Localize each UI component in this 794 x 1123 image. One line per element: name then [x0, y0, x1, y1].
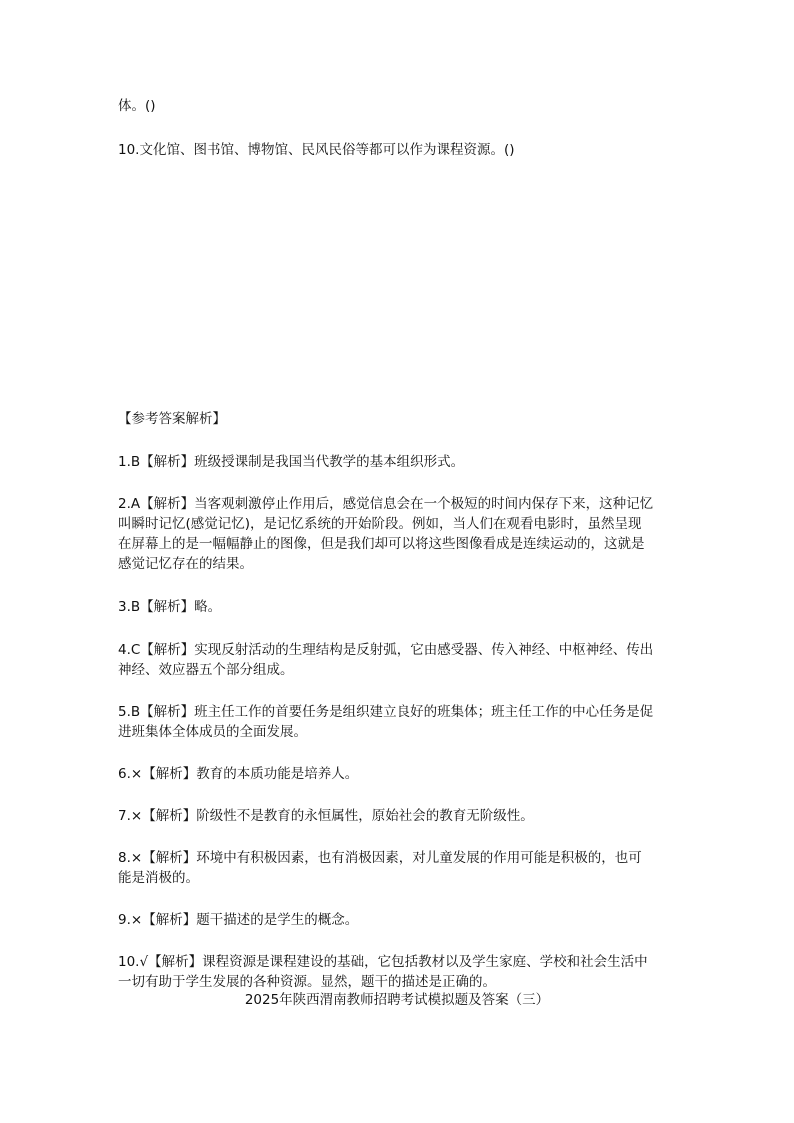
page-footer-title: 2025年陕西渭南教师招聘考试模拟题及答案（三）: [244, 992, 550, 1008]
answer-4-line-2: 神经、效应器五个部分组成。: [118, 662, 294, 678]
answer-2-line-4: 感觉记忆存在的结果。: [118, 556, 253, 572]
answer-10-line-1: 10.√【解析】课程资源是课程建设的基础，它包括教材以及学生家庭、学校和社会生活中: [118, 954, 648, 970]
answers-heading: 【参考答案解析】: [118, 411, 226, 427]
answer-7: 7.×【解析】阶级性不是教育的永恒属性，原始社会的教育无阶级性。: [118, 808, 534, 824]
answer-2-line-2: 叫瞬时记忆(感觉记忆)，是记忆系统的开始阶段。例如，当人们在观看电影时，虽然呈现: [118, 516, 642, 532]
answer-5-line-2: 进班集体全体成员的全面发展。: [118, 724, 307, 740]
question-10: 10.文化馆、图书馆、博物馆、民风民俗等都可以作为课程资源。(): [118, 142, 515, 158]
answer-9: 9.×【解析】题干描述的是学生的概念。: [118, 912, 359, 928]
answer-2-line-3: 在屏幕上的是一幅幅静止的图像，但是我们却可以将这些图像看成是连续运动的，这就是: [118, 536, 645, 552]
answer-8-line-2: 能是消极的。: [118, 870, 199, 886]
answer-4-line-1: 4.C【解析】实现反射活动的生理结构是反射弧，它由感受器、传入神经、中枢神经、传出: [118, 642, 654, 658]
question-9-tail: 体。(): [118, 98, 156, 114]
answer-6: 6.×【解析】教育的本质功能是培养人。: [118, 766, 359, 782]
answer-1: 1.B【解析】班级授课制是我国当代教学的基本组织形式。: [118, 454, 465, 470]
answer-10-line-2: 一切有助于学生发展的各种资源。显然，题干的描述是正确的。: [118, 974, 496, 990]
answer-3: 3.B【解析】略。: [118, 599, 222, 615]
answer-5-line-1: 5.B【解析】班主任工作的首要任务是组织建立良好的班集体；班主任工作的中心任务是促: [118, 704, 654, 720]
answer-2-line-1: 2.A【解析】当客观刺激停止作用后，感觉信息会在一个极短的时间内保存下来，这种记忆: [118, 496, 654, 512]
answer-8-line-1: 8.×【解析】环境中有积极因素，也有消极因素，对儿童发展的作用可能是积极的，也可: [118, 850, 642, 866]
